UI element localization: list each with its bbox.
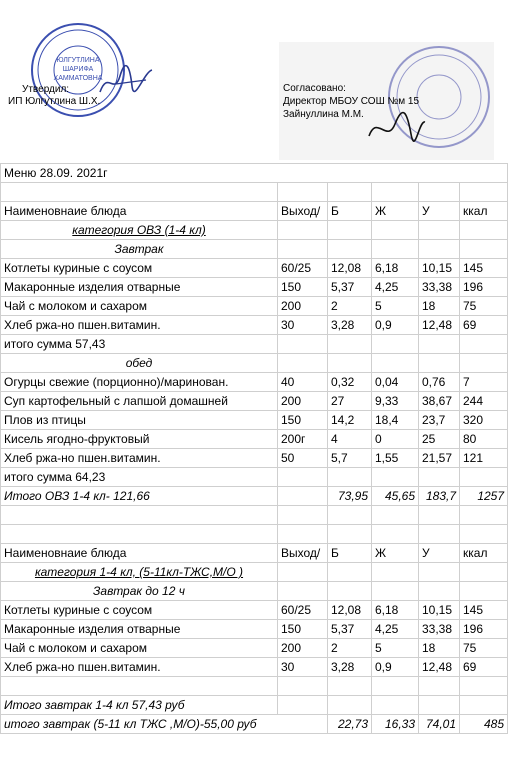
dish-protein: 3,28	[328, 316, 372, 335]
dish-carbs: 33,38	[419, 620, 460, 639]
total-row	[1, 715, 508, 734]
table-row	[1, 392, 508, 411]
approve-left-name: ИП Юлгутлина Ш.Х.	[8, 96, 101, 107]
dish-fat: 4,25	[372, 278, 419, 297]
dish-fat: 5	[372, 297, 419, 316]
dish-protein: 2	[328, 297, 372, 316]
table-row	[1, 430, 508, 449]
table-row	[1, 278, 508, 297]
table-row	[1, 411, 508, 430]
dish-carbs: 10,15	[419, 259, 460, 278]
dish-fat: 0,9	[372, 316, 419, 335]
dish-kcal: 121	[460, 449, 508, 468]
dish-fat: 0,04	[372, 373, 419, 392]
meal-label-row	[1, 354, 508, 373]
dish-carbs: 12,48	[419, 658, 460, 677]
col-carbs: У	[419, 544, 460, 563]
dish-carbs: 33,38	[419, 278, 460, 297]
meal-label-row	[1, 240, 508, 259]
col-fat: Ж	[372, 544, 419, 563]
dish-name: Хлеб ржа-но пшен.витамин.	[1, 316, 278, 335]
table-row	[1, 449, 508, 468]
approval-right	[279, 42, 494, 160]
dish-carbs: 12,48	[419, 316, 460, 335]
dish-yield: 200	[278, 639, 328, 658]
dish-carbs: 18	[419, 639, 460, 658]
menu-table	[0, 163, 508, 734]
menu-title: Меню 28.09. 2021г	[1, 164, 508, 183]
dish-kcal: 75	[460, 297, 508, 316]
dish-fat: 18,4	[372, 411, 419, 430]
dish-protein: 5,7	[328, 449, 372, 468]
dish-protein: 5,37	[328, 620, 372, 639]
dish-yield: 150	[278, 411, 328, 430]
total2-protein: 22,73	[328, 715, 372, 734]
col-kcal: ккал	[460, 544, 508, 563]
dish-kcal: 75	[460, 639, 508, 658]
dish-fat: 0	[372, 430, 419, 449]
dish-carbs: 38,67	[419, 392, 460, 411]
total2-carbs: 74,01	[419, 715, 460, 734]
dish-carbs: 21,57	[419, 449, 460, 468]
dish-fat: 6,18	[372, 601, 419, 620]
total2-fat: 16,33	[372, 715, 419, 734]
dish-yield: 60/25	[278, 601, 328, 620]
table-row	[1, 373, 508, 392]
dish-protein: 2	[328, 639, 372, 658]
signature-left	[96, 62, 156, 102]
dish-fat: 5	[372, 639, 419, 658]
dish-name: Котлеты куриные с соусом	[1, 259, 278, 278]
dish-kcal: 196	[460, 278, 508, 297]
dish-fat: 4,25	[372, 620, 419, 639]
dish-protein: 27	[328, 392, 372, 411]
total-row	[1, 696, 508, 715]
category-label: категория 1-4 кл, (5-11кл-ТЖС,М/О )	[1, 563, 278, 582]
table-row	[1, 259, 508, 278]
col-protein: Б	[328, 202, 372, 221]
signature-right	[367, 108, 427, 148]
table-row	[1, 620, 508, 639]
subtotal-row	[1, 335, 508, 354]
col-protein: Б	[328, 544, 372, 563]
breakfast-label: Завтрак до 12 ч	[1, 582, 278, 601]
approve-right-director: Директор МБОУ СОШ №м 15	[283, 96, 420, 107]
dish-name: Чай с молоком и сахаром	[1, 297, 278, 316]
breakfast-label: Завтрак	[1, 240, 278, 259]
dish-yield: 40	[278, 373, 328, 392]
title-row	[1, 164, 508, 183]
dish-name: Огурцы свежие (порционно)/маринован.	[1, 373, 278, 392]
dish-name: Котлеты куриные с соусом	[1, 601, 278, 620]
stamp-line-2: ШАРИФА	[62, 66, 94, 73]
empty-row	[1, 525, 508, 544]
dish-fat: 9,33	[372, 392, 419, 411]
table-row	[1, 658, 508, 677]
dish-carbs: 0,76	[419, 373, 460, 392]
category-row	[1, 563, 508, 582]
dish-name: Плов из птицы	[1, 411, 278, 430]
column-header-row	[1, 544, 508, 563]
dish-name: Суп картофельный с лапшой домашней	[1, 392, 278, 411]
dish-kcal: 320	[460, 411, 508, 430]
grand-total-row	[1, 487, 508, 506]
stamp-line-1: ЮЛГУТЛИНА	[56, 57, 100, 64]
empty-row	[1, 183, 508, 202]
dish-carbs: 10,15	[419, 601, 460, 620]
approve-right-name: Зайнуллина М.М.	[283, 109, 364, 120]
dish-protein: 12,08	[328, 601, 372, 620]
dish-name: Чай с молоком и сахаром	[1, 639, 278, 658]
dish-kcal: 244	[460, 392, 508, 411]
grand-total-fat: 45,65	[372, 487, 419, 506]
dish-name: Макаронные изделия отварные	[1, 620, 278, 639]
lunch-label: обед	[1, 354, 278, 373]
approve-left-label: Утвердил:	[22, 84, 70, 95]
col-yield: Выход/	[278, 544, 328, 563]
dish-protein: 0,32	[328, 373, 372, 392]
dish-carbs: 25	[419, 430, 460, 449]
dish-name: Макаронные изделия отварные	[1, 278, 278, 297]
dish-protein: 5,37	[328, 278, 372, 297]
empty-row	[1, 506, 508, 525]
grand-total-protein: 73,95	[328, 487, 372, 506]
grand-total-label: Итого ОВЗ 1-4 кл- 121,66	[1, 487, 278, 506]
dish-kcal: 145	[460, 259, 508, 278]
dish-yield: 150	[278, 620, 328, 639]
approval-header	[0, 0, 508, 163]
dish-yield: 200	[278, 297, 328, 316]
dish-name: Кисель ягодно-фруктовый	[1, 430, 278, 449]
dish-fat: 6,18	[372, 259, 419, 278]
category-label: категория ОВЗ (1-4 кл)	[1, 221, 278, 240]
dish-yield: 30	[278, 316, 328, 335]
dish-fat: 0,9	[372, 658, 419, 677]
dish-yield: 60/25	[278, 259, 328, 278]
grand-total-carbs: 183,7	[419, 487, 460, 506]
dish-kcal: 145	[460, 601, 508, 620]
col-yield: Выход/	[278, 202, 328, 221]
dish-carbs: 23,7	[419, 411, 460, 430]
empty-row	[1, 677, 508, 696]
table-row	[1, 297, 508, 316]
breakfast-total: итого сумма 57,43	[1, 335, 278, 354]
dish-protein: 14,2	[328, 411, 372, 430]
dish-name: Хлеб ржа-но пшен.витамин.	[1, 449, 278, 468]
dish-protein: 3,28	[328, 658, 372, 677]
dish-yield: 30	[278, 658, 328, 677]
lunch-total: итого сумма 64,23	[1, 468, 278, 487]
dish-yield: 150	[278, 278, 328, 297]
dish-kcal: 7	[460, 373, 508, 392]
dish-fat: 1,55	[372, 449, 419, 468]
dish-kcal: 80	[460, 430, 508, 449]
grand-total-kcal: 1257	[460, 487, 508, 506]
total2-kcal: 485	[460, 715, 508, 734]
dish-kcal: 69	[460, 316, 508, 335]
total-breakfast-5-11: итого завтрак (5-11 кл ТЖС ,М/О)-55,00 руб	[1, 715, 328, 734]
dish-kcal: 69	[460, 658, 508, 677]
table-row	[1, 639, 508, 658]
dish-name: Хлеб ржа-но пшен.витамин.	[1, 658, 278, 677]
dish-kcal: 196	[460, 620, 508, 639]
dish-protein: 12,08	[328, 259, 372, 278]
table-row	[1, 601, 508, 620]
dish-carbs: 18	[419, 297, 460, 316]
col-dish: Наименовнаие блюда	[1, 544, 278, 563]
total-breakfast-1-4: Итого завтрак 1-4 кл 57,43 руб	[1, 696, 278, 715]
col-fat: Ж	[372, 202, 419, 221]
col-carbs: У	[419, 202, 460, 221]
col-dish: Наименовнаие блюда	[1, 202, 278, 221]
dish-yield: 50	[278, 449, 328, 468]
dish-yield: 200г	[278, 430, 328, 449]
col-kcal: ккал	[460, 202, 508, 221]
approval-left	[8, 84, 100, 108]
meal-label-row	[1, 582, 508, 601]
subtotal-row	[1, 468, 508, 487]
stamp-line-3: ХАММАТОВНА	[53, 75, 103, 82]
dish-yield: 200	[278, 392, 328, 411]
approve-right-label: Согласовано:	[283, 83, 346, 94]
category-row	[1, 221, 508, 240]
dish-protein: 4	[328, 430, 372, 449]
table-row	[1, 316, 508, 335]
column-header-row	[1, 202, 508, 221]
